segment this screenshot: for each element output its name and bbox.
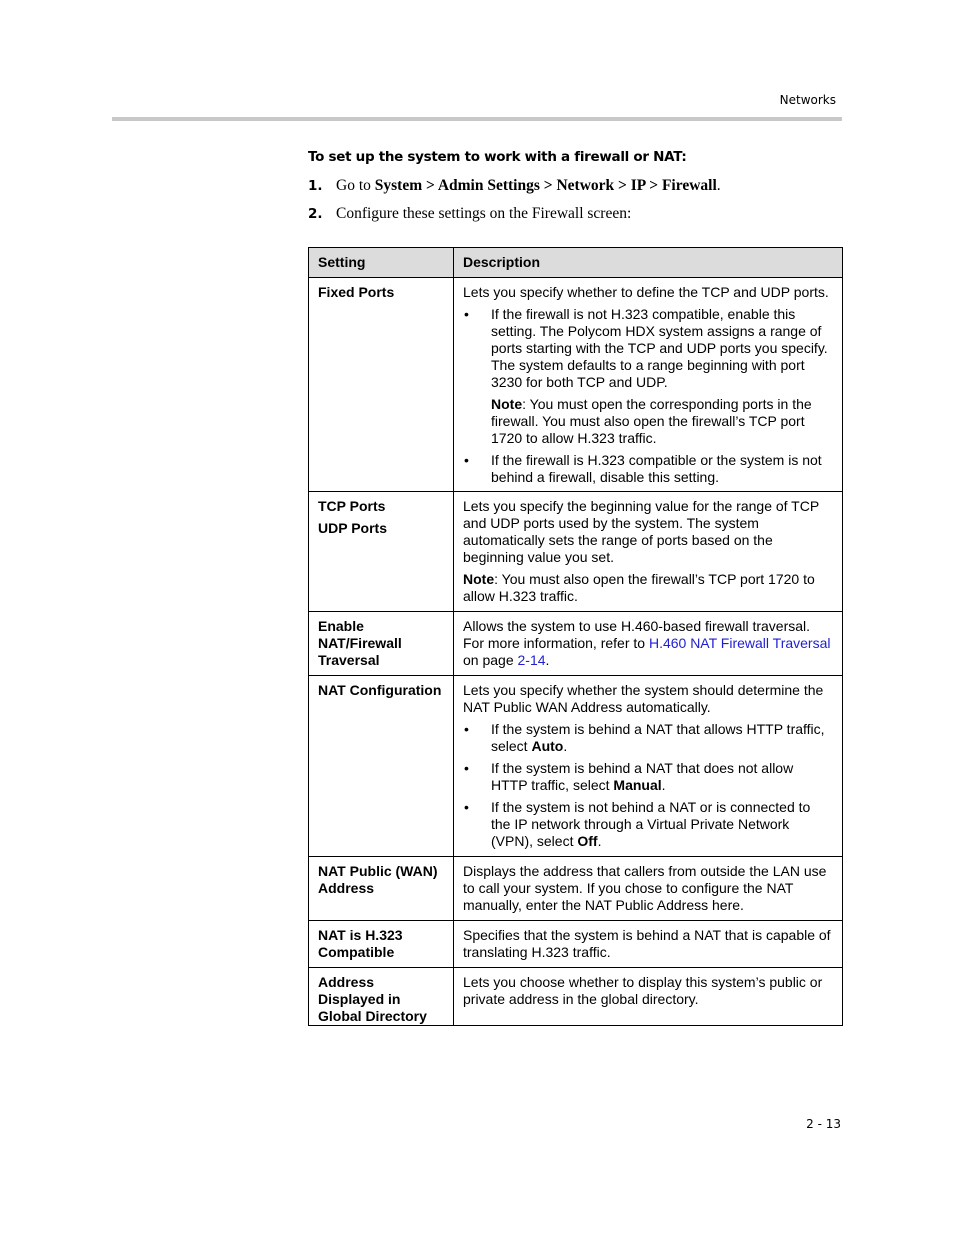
column-header-setting: Setting xyxy=(309,248,454,278)
step-text: Configure these settings on the Firewall screen: xyxy=(336,205,632,222)
option-auto: Auto xyxy=(531,738,564,754)
list-item: • If the firewall is not H.323 compatible, enable this setting. The Polycom HDX system assigns a range of ports starting with the TCP and UDP ports you specify. The system defaults to a range beginning with port 3230 for both TCP and UDP. xyxy=(463,306,833,391)
step-number: 2. xyxy=(308,206,323,222)
note-text: : You must open the corresponding ports in the firewall. You must also open the firewall’s TCP port 1720 to allow H.323 traffic. xyxy=(491,396,812,446)
note-text: : You must also open the firewall’s TCP port 1720 to allow H.323 traffic. xyxy=(463,571,815,604)
setting-description xyxy=(454,676,843,857)
setting-description: Displays the address that callers from outside the LAN use to call your system. If you chose to configure the NAT manually, enter the NAT Public Address here. xyxy=(454,857,843,921)
page-reference-link[interactable]: 2-14 xyxy=(517,652,546,668)
setting-description xyxy=(454,612,843,676)
setting-description xyxy=(454,278,843,492)
setting-name-tcp-ports: TCP Ports xyxy=(318,498,386,514)
procedure-heading: To set up the system to work with a firewall or NAT: xyxy=(308,149,687,165)
list-item: • If the firewall is H.323 compatible or the system is not behind a firewall, disable this setting. xyxy=(463,452,833,486)
setting-name-udp-ports: UDP Ports xyxy=(318,520,387,536)
table-row xyxy=(309,492,843,612)
table-row xyxy=(309,968,843,1026)
note-label: Note xyxy=(491,396,523,412)
description-text: on page xyxy=(463,652,518,668)
bullet-list xyxy=(463,721,833,850)
list-item: • If the system is behind a NAT that does not allow HTTP traffic, select Manual. xyxy=(463,760,833,794)
firewall-settings-table xyxy=(308,247,843,1026)
table-header-row xyxy=(309,248,843,278)
setting-name: Address Displayed in Global Directory xyxy=(309,968,454,1026)
table-row xyxy=(309,612,843,676)
bullet-list xyxy=(463,452,833,486)
setting-name: NAT Public (WAN) Address xyxy=(309,857,454,921)
list-item: • If the system is behind a NAT that allows HTTP traffic, select Auto. xyxy=(463,721,833,755)
note xyxy=(463,396,833,447)
page-number: 2 - 13 xyxy=(806,1117,841,1131)
setting-name: Fixed Ports xyxy=(309,278,454,492)
table-row xyxy=(309,921,843,968)
note-label: Note xyxy=(463,571,495,587)
option-manual: Manual xyxy=(613,777,662,793)
setting-name: Enable NAT/Firewall Traversal xyxy=(309,612,454,676)
note xyxy=(463,571,833,605)
setting-description: Lets you choose whether to display this system’s public or private address in the global directory. xyxy=(454,968,843,1026)
step-text: Go to xyxy=(336,177,375,194)
setting-description: Specifies that the system is behind a NAT that is capable of translating H.323 traffic. xyxy=(454,921,843,968)
setting-name: NAT is H.323 Compatible xyxy=(309,921,454,968)
table-row xyxy=(309,676,843,857)
description-intro: Lets you specify the beginning value for the range of TCP and UDP ports used by the system. The system automatically sets the range of ports based on the beginning value you set. xyxy=(463,498,819,565)
description-intro: Lets you specify whether the system should determine the NAT Public WAN Address automatically. xyxy=(463,682,824,715)
description-text: . xyxy=(545,652,550,668)
table-row xyxy=(309,857,843,921)
setting-name xyxy=(309,492,454,612)
menu-path: System > Admin Settings > Network > IP > Firewall xyxy=(374,177,717,194)
setting-description xyxy=(454,492,843,612)
step-text-end: . xyxy=(716,177,721,194)
column-header-description: Description xyxy=(454,248,843,278)
header-rule xyxy=(112,117,842,121)
description-intro: Lets you specify whether to define the TCP and UDP ports. xyxy=(463,284,829,300)
option-off: Off xyxy=(577,833,598,849)
cross-reference-link[interactable]: H.460 NAT Firewall Traversal xyxy=(648,635,831,651)
list-item: • If the system is not behind a NAT or is connected to the IP network through a Virtual Private Network (VPN), select Off. xyxy=(463,799,833,850)
step-number: 1. xyxy=(308,178,323,194)
running-header-section: Networks xyxy=(779,93,836,107)
setting-name: NAT Configuration xyxy=(309,676,454,857)
table-row xyxy=(309,278,843,492)
description-text: Allows the system to use H.460-based firewall traversal. For more information, refer to xyxy=(463,618,811,651)
bullet-list xyxy=(463,306,833,391)
